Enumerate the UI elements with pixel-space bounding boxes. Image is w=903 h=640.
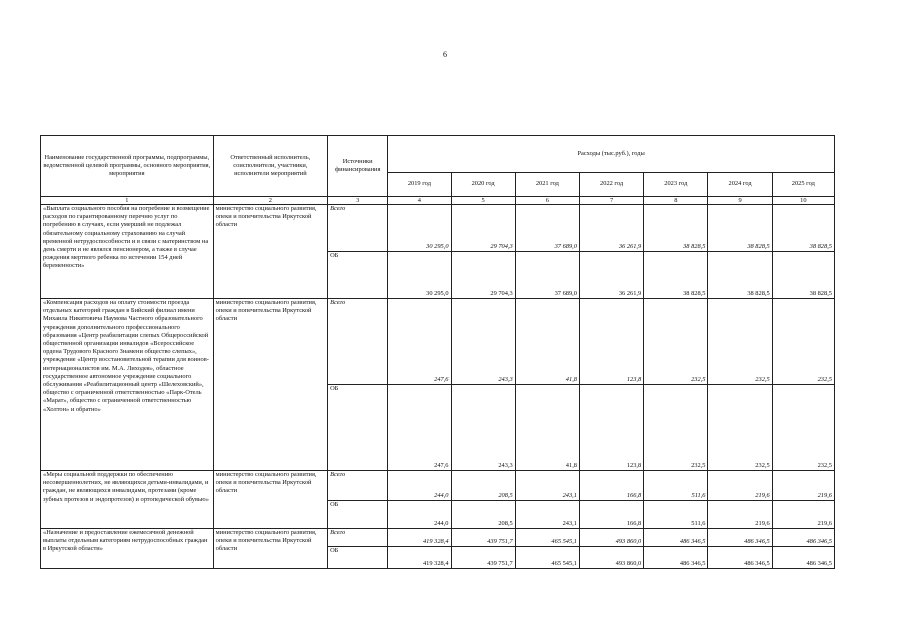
ob-value: 419 328,4 [388, 547, 451, 569]
ob-value: 511,6 [644, 501, 708, 529]
column-number: 1 [41, 197, 214, 205]
total-value: 439 751,7 [451, 529, 515, 547]
ob-value: 123,8 [579, 385, 643, 471]
source-total: Всего [328, 299, 388, 385]
column-number: 8 [644, 197, 708, 205]
ob-value: 465 545,1 [515, 547, 579, 569]
source-ob: ОБ [328, 501, 388, 529]
total-value: 486 346,5 [644, 529, 708, 547]
total-value: 243,1 [515, 471, 579, 501]
source-total: Всего [328, 471, 388, 501]
responsible-executor: министерство социального развития, опеки и попечительства Иркутской области [213, 299, 327, 471]
header-year: 2021 год [515, 173, 579, 197]
total-value: 486 346,5 [708, 529, 772, 547]
ob-value: 37 689,0 [515, 252, 579, 299]
ob-value: 38 828,5 [772, 252, 834, 299]
measure-name: «Компенсация расходов на оплату стоимости проезда отдельных категорий граждан в Бийский филиал имени Михаила Никитовича Наумова Частного образовательного учреждения дополнительного профессионального образования «Центр реабилитации слепых Общероссийской общественной организации инвалидов «Всероссийское ордена Трудового Красного Знамени общество слепых», учреждение «Центр восстановительной терапии для воинов-интернационалистов им. М.А. Лиходея», областное государственное автономное учреждение социального обслуживания «Реабилитационный центр «Шелеховский», общество с ограниченной ответственностью «Парк-Отель «Марат», общество с ограниченной ответственностью «Холтон» и обратно» [41, 299, 214, 471]
ob-value: 29 704,3 [451, 252, 515, 299]
header-year: 2025 год [772, 173, 834, 197]
ob-value: 247,6 [388, 385, 451, 471]
header-source: Источники финансирования [328, 136, 388, 197]
source-total: Всего [328, 529, 388, 547]
ob-value: 208,5 [451, 501, 515, 529]
total-value: 29 704,3 [451, 205, 515, 252]
ob-value: 232,5 [708, 385, 772, 471]
header-year: 2024 год [708, 173, 772, 197]
ob-value: 439 751,7 [451, 547, 515, 569]
ob-value: 166,8 [579, 501, 643, 529]
ob-value: 493 860,0 [579, 547, 643, 569]
column-number: 2 [213, 197, 327, 205]
total-value: 465 545,1 [515, 529, 579, 547]
column-number: 10 [772, 197, 834, 205]
total-value: 232,5 [644, 299, 708, 385]
total-value: 232,5 [772, 299, 834, 385]
header-responsible: Ответственный исполнитель, соисполнители, участники, исполнители мероприятий [213, 136, 327, 197]
ob-value: 219,6 [708, 501, 772, 529]
total-value: 38 828,5 [772, 205, 834, 252]
total-value: 232,5 [708, 299, 772, 385]
ob-value: 36 261,9 [579, 252, 643, 299]
header-expenses: Расходы (тыс.руб.), годы [388, 136, 835, 173]
total-value: 419 328,4 [388, 529, 451, 547]
ob-value: 486 346,5 [708, 547, 772, 569]
ob-value: 244,0 [388, 501, 451, 529]
total-value: 247,6 [388, 299, 451, 385]
total-value: 511,6 [644, 471, 708, 501]
responsible-executor: министерство социального развития, опеки и попечительства Иркутской области [213, 205, 327, 299]
source-ob: ОБ [328, 252, 388, 299]
total-value: 493 860,0 [579, 529, 643, 547]
header-name: Наименование государственной программы, подпрограммы, ведомственной целевой программы, основного мероприятия, мероприятия [41, 136, 214, 197]
column-number: 3 [328, 197, 388, 205]
source-total: Всего [328, 205, 388, 252]
ob-value: 232,5 [644, 385, 708, 471]
ob-value: 243,1 [515, 501, 579, 529]
column-number: 4 [388, 197, 451, 205]
total-value: 219,6 [772, 471, 834, 501]
column-number: 9 [708, 197, 772, 205]
column-number: 6 [515, 197, 579, 205]
ob-value: 41,8 [515, 385, 579, 471]
total-value: 486 346,5 [772, 529, 834, 547]
header-year: 2023 год [644, 173, 708, 197]
total-value: 38 828,5 [644, 205, 708, 252]
total-value: 36 261,9 [579, 205, 643, 252]
measure-name: «Выплата социального пособия на погребение и возмещение расходов по гарантированному перечню услуг по погребению в случаях, если умерший не подлежал обязательному социальному страхованию на случай временной нетрудоспособности и в связи с материнством на день смерти и не являлся пенсионером, а также в случае рождения мертвого ребенка по истечении 154 дней беременности» [41, 205, 214, 299]
source-ob: ОБ [328, 547, 388, 569]
ob-value: 38 828,5 [644, 252, 708, 299]
total-value: 243,3 [451, 299, 515, 385]
expenses-table [40, 135, 835, 569]
responsible-executor: министерство социального развития, опеки и попечительства Иркутской области [213, 529, 327, 569]
column-number: 7 [579, 197, 643, 205]
total-value: 41,8 [515, 299, 579, 385]
ob-value: 38 828,5 [708, 252, 772, 299]
total-value: 38 828,5 [708, 205, 772, 252]
total-value: 208,5 [451, 471, 515, 501]
ob-value: 219,6 [772, 501, 834, 529]
measure-name: «Меры социальной поддержки по обеспечению несовершеннолетних, не являющихся детьми-инвалидами, и граждан, не являющихся инвалидами, протезами (кроме зубных протезов и эндопротезов) и ортопедической обувью» [41, 471, 214, 529]
source-ob: ОБ [328, 385, 388, 471]
header-year: 2020 год [451, 173, 515, 197]
page-number: 6 [443, 50, 447, 59]
column-number: 5 [451, 197, 515, 205]
ob-value: 486 346,5 [644, 547, 708, 569]
total-value: 244,0 [388, 471, 451, 501]
ob-value: 232,5 [772, 385, 834, 471]
total-value: 30 295,0 [388, 205, 451, 252]
header-year: 2019 год [388, 173, 451, 197]
ob-value: 243,3 [451, 385, 515, 471]
header-year: 2022 год [579, 173, 643, 197]
ob-value: 486 346,5 [772, 547, 834, 569]
total-value: 37 689,0 [515, 205, 579, 252]
total-value: 123,8 [579, 299, 643, 385]
total-value: 219,6 [708, 471, 772, 501]
ob-value: 30 295,0 [388, 252, 451, 299]
total-value: 166,8 [579, 471, 643, 501]
measure-name: «Назначение и предоставление ежемесячной денежной выплаты отдельным категориям нетрудоспособных граждан в Иркутской области» [41, 529, 214, 569]
responsible-executor: министерство социального развития, опеки и попечительства Иркутской области [213, 471, 327, 529]
